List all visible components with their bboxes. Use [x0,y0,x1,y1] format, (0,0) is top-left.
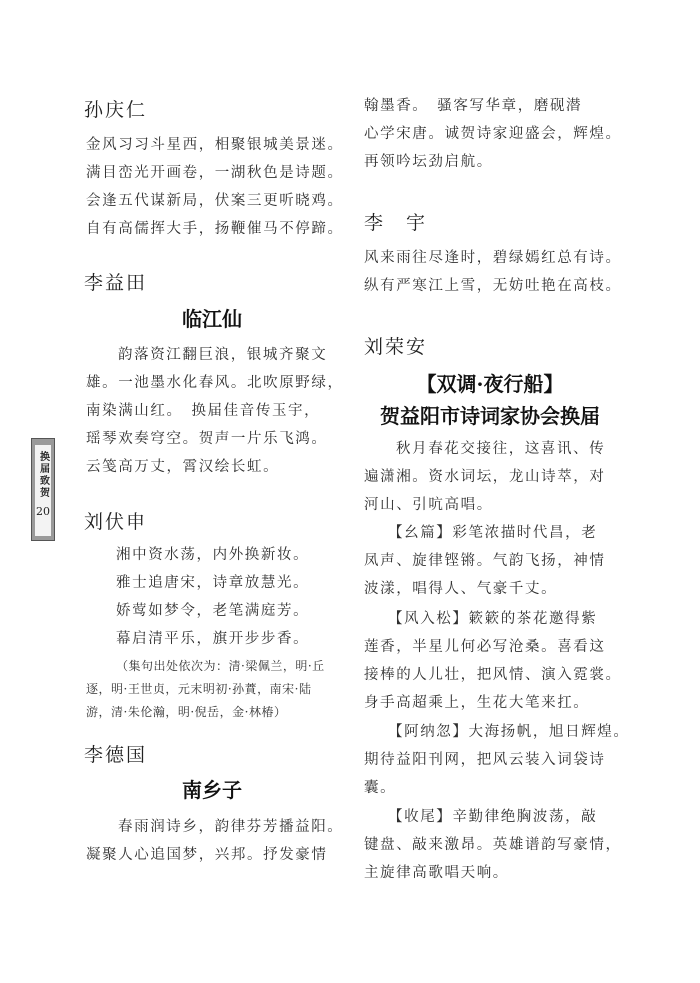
poem-line: 再领吟坛劲启航。 [364,154,493,170]
source-note: （集句出处依次为：清·梁佩兰，明·丘 [116,659,325,673]
poem-line: 键盘、敲来激昂。英雄谱韵写豪情， [364,837,622,853]
poem-line: 湘中资水荡，内外换新妆。 [116,547,310,563]
section-side-tab [31,438,55,541]
poem-line: 娇莺如梦令，老笔满庭芳。 [116,603,310,619]
poem-line: 金风习习斗星西，相聚银城美景迷。 [86,137,344,153]
poem-line: 幕启清平乐，旗开步步香。 [116,631,310,647]
section-tab-label: 换届致贺 [37,451,49,499]
poem-line: 【幺篇】彩笔浓描时代昌，老 [388,525,598,541]
poem-line: 【阿纳忽】大海扬帆，旭日辉煌。 [388,724,630,740]
author-name: 李 宇 [364,212,428,234]
poem-line: 雅士追唐宋，诗章放慧光。 [116,575,310,591]
poem-line: 接棒的人儿壮，把风情、演入霓裳。 [364,667,622,683]
poem-line: 凝聚人心追国梦，兴邦。抒发豪情 [86,847,328,863]
poem-title: 临江仙 [182,307,242,331]
source-note: 逐，明·王世贞，元末明初·孙蕡，南宋·陆 [86,682,312,696]
poem-line: 会逢五代谋新局，伏案三更听晓鸡。 [86,193,344,209]
poem-line: 【风入松】簌簌的茶花邀得紫 [388,611,598,627]
poem-line: 遍潇湘。资水词坛，龙山诗萃，对 [364,469,606,485]
poem-line: 期待益阳刊网，把风云装入词袋诗 [364,752,606,768]
poem-line: 心学宋唐。诚贺诗家迎盛会，辉煌。 [364,126,622,142]
poem-subtitle: 贺益阳市诗词家协会换届 [380,404,600,428]
poem-title: 【双调·夜行船】 [416,372,564,396]
poem-line: 自有高儒挥大手，扬鞭催马不停蹄。 [86,221,344,237]
author-name: 李益田 [84,272,148,294]
poem-line: 春雨润诗乡，韵律芬芳播益阳。 [118,819,344,835]
author-name: 刘伏申 [84,511,148,533]
source-note: 游，清·朱伦瀚，明·倪岳，金·林椿） [86,705,287,719]
poem-line: 河山、引吭高唱。 [364,497,493,513]
poem-line: 秋月春花交接往，这喜讯、传 [396,441,606,457]
poem-line: 云笺高万丈，霄汉绘长虹。 [86,459,280,475]
author-name: 刘荣安 [364,336,428,358]
poem-line: 凤声、旋律铿锵。气韵飞扬，神情 [364,553,606,569]
poem-line: 雄。一池墨水化春风。北吹原野绿， [86,375,344,391]
poem-line: 韵落资江翻巨浪，银城齐聚文 [118,347,328,363]
poem-line: 瑶琴欢奏穹空。贺声一片乐飞鸿。 [86,431,328,447]
poem-line: 主旋律高歌唱天响。 [364,865,509,881]
page-number: 20 [36,505,50,518]
poem-line: 身手高超乘上，生花大笔来扛。 [364,695,590,711]
poem-line: 波漾，唱得人、气豪千丈。 [364,581,558,597]
poem-line: 囊。 [364,780,397,796]
poem-line: 南染满山红。 换届佳音传玉宇， [86,403,321,419]
poem-line: 翰墨香。 骚客写华章，磨砚潜 [364,98,583,114]
poem-title: 南乡子 [182,778,242,802]
poem-line: 莲香，半星儿何必写沧桑。喜看这 [364,639,606,655]
poem-line: 风来雨往尽逢时，碧绿嫣红总有诗。 [364,250,622,266]
poem-line: 【收尾】辛勤律绝胸波荡，敲 [388,809,598,825]
author-name: 李德国 [84,744,148,766]
poem-line: 纵有严寒江上雪，无妨吐艳在高枝。 [364,278,622,294]
poem-line: 满目峦光开画卷，一湖秋色是诗题。 [86,165,344,181]
author-name: 孙庆仁 [84,99,148,121]
